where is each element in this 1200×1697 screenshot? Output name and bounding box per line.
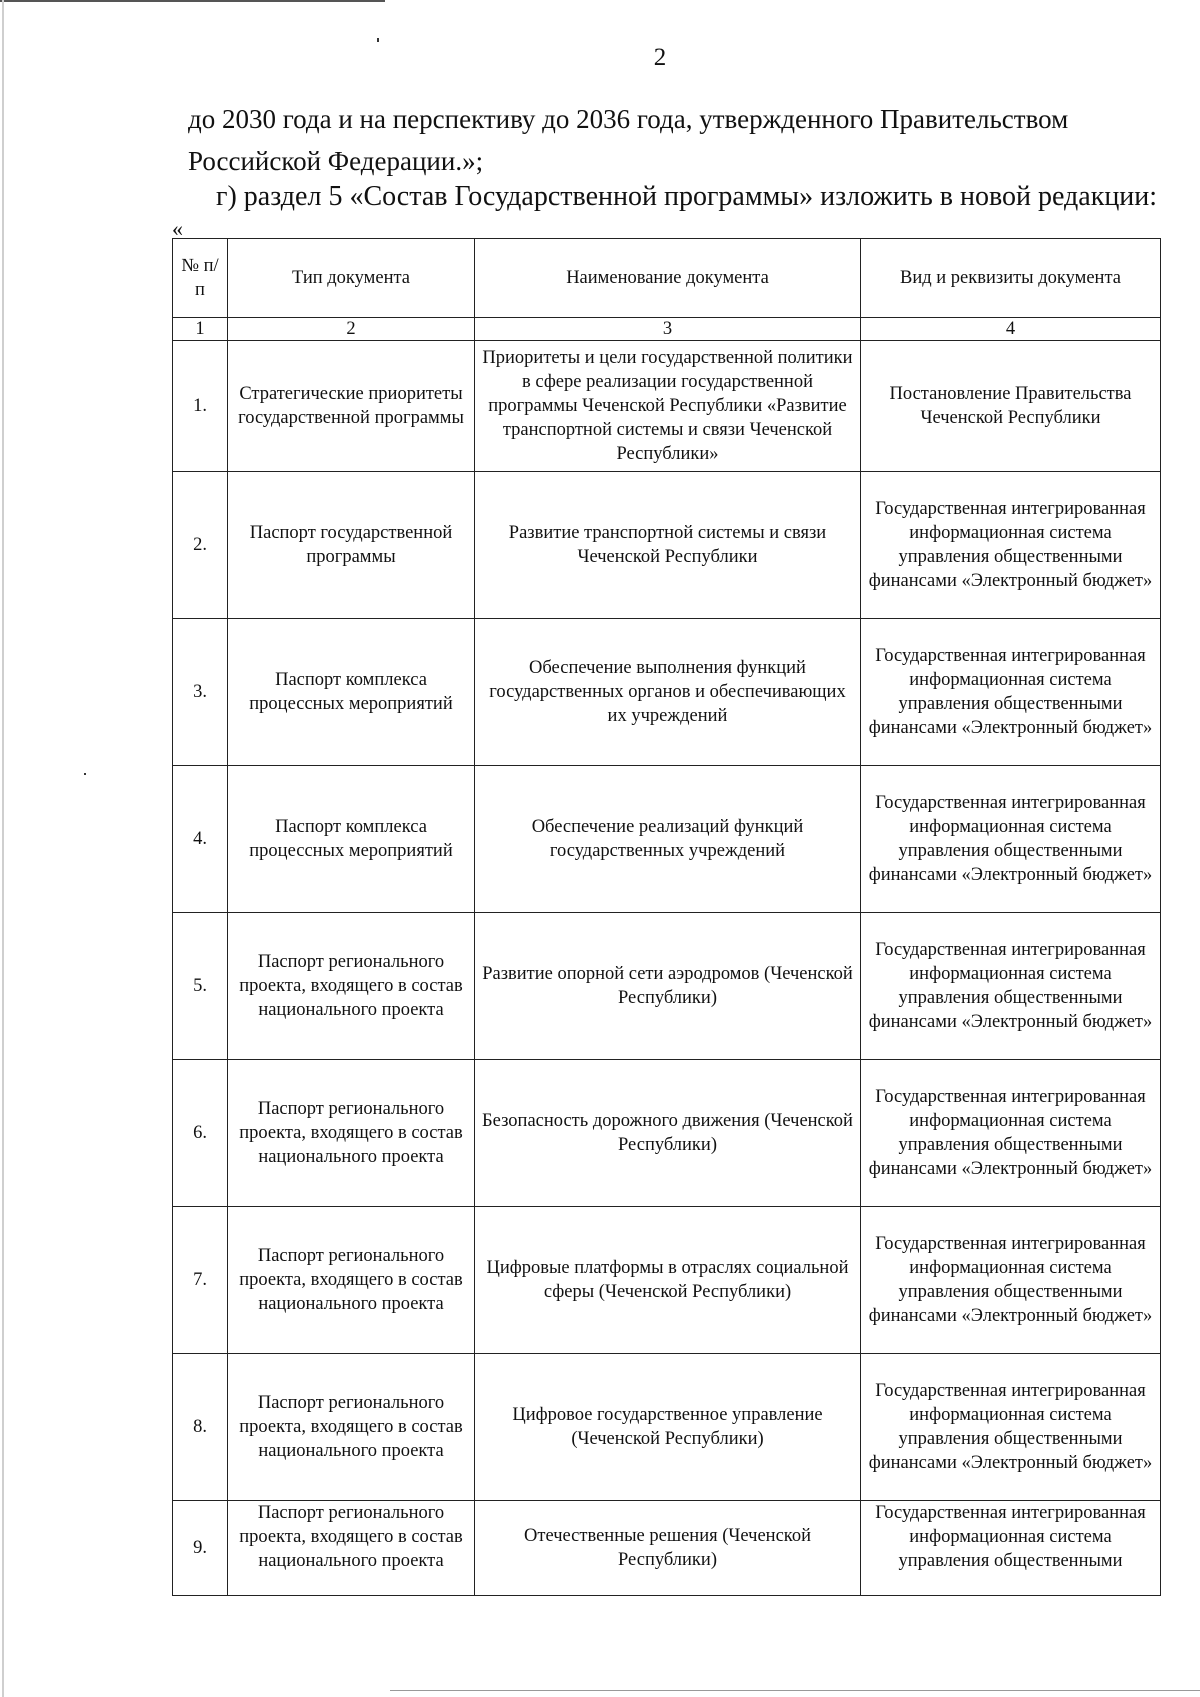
column-number: 2 xyxy=(228,318,475,341)
row-details: Государственная интегрированная информационная система управления общественными финансами «Электронный бюджет» xyxy=(861,766,1161,913)
header-type: Тип документа xyxy=(228,239,475,318)
table-header-row xyxy=(173,239,1161,318)
row-details: Государственная интегрированная информационная система управления общественными финансами «Электронный бюджет» xyxy=(861,619,1161,766)
row-type: Паспорт государственной программы xyxy=(228,472,475,619)
row-name: Приоритеты и цели государственной политики в сфере реализации государственной программы Чеченской Республики «Развитие транспортной системы и связи Чеченской Республики» xyxy=(475,341,861,472)
row-num: 5. xyxy=(173,913,228,1060)
table-row xyxy=(173,341,1161,472)
row-num: 7. xyxy=(173,1207,228,1354)
row-details: Государственная интегрированная информационная система управления общественными финансами «Электронный бюджет» xyxy=(861,1354,1161,1501)
row-type: Паспорт регионального проекта, входящего в состав национального проекта xyxy=(228,913,475,1060)
scan-speck xyxy=(84,773,86,775)
table-row xyxy=(173,913,1161,1060)
column-number: 4 xyxy=(861,318,1161,341)
row-details: Государственная интегрированная информационная система управления общественными финансами «Электронный бюджет» xyxy=(861,472,1161,619)
row-name: Безопасность дорожного движения (Чеченской Республики) xyxy=(475,1060,861,1207)
row-details: Постановление Правительства Чеченской Республики xyxy=(861,341,1161,472)
row-num: 6. xyxy=(173,1060,228,1207)
row-name: Развитие опорной сети аэродромов (Чеченской Республики) xyxy=(475,913,861,1060)
row-name: Обеспечение выполнения функций государственных органов и обеспечивающих их учреждений xyxy=(475,619,861,766)
row-name: Отечественные решения (Чеченской Республики) xyxy=(475,1501,861,1596)
row-num: 2. xyxy=(173,472,228,619)
row-name: Цифровые платформы в отраслях социальной сферы (Чеченской Республики) xyxy=(475,1207,861,1354)
table-row xyxy=(173,472,1161,619)
table-row xyxy=(173,1207,1161,1354)
table-row xyxy=(173,1501,1161,1596)
header-details: Вид и реквизиты документа xyxy=(861,239,1161,318)
paragraph-line-1: до 2030 года и на перспективу до 2036 года, утвержденного Правительством xyxy=(188,104,1069,134)
program-composition-table xyxy=(172,238,1161,1596)
row-details: Государственная интегрированная информационная система управления общественными финансами «Электронный бюджет» xyxy=(861,1207,1161,1354)
row-type: Паспорт регионального проекта, входящего в состав национального проекта xyxy=(228,1207,475,1354)
page-number: 2 xyxy=(653,44,667,71)
row-num: 8. xyxy=(173,1354,228,1501)
row-type: Паспорт регионального проекта, входящего в состав национального проекта xyxy=(228,1501,475,1596)
paragraph-line-2: Российской Федерации.»; xyxy=(188,146,484,176)
column-number: 3 xyxy=(475,318,861,341)
row-type: Паспорт регионального проекта, входящего в состав национального проекта xyxy=(228,1354,475,1501)
row-type: Стратегические приоритеты государственной программы xyxy=(228,341,475,472)
opening-quote-mark: « xyxy=(172,216,183,241)
table-row xyxy=(173,766,1161,913)
row-details: Государственная интегрированная информационная система управления общественными xyxy=(861,1501,1161,1596)
header-name: Наименование документа xyxy=(475,239,861,318)
column-number-row xyxy=(173,318,1161,341)
row-type: Паспорт регионального проекта, входящего в состав национального проекта xyxy=(228,1060,475,1207)
scan-edge-left xyxy=(2,0,4,1697)
row-num: 9. xyxy=(173,1501,228,1596)
row-type: Паспорт комплекса процессных мероприятий xyxy=(228,619,475,766)
table-row xyxy=(173,1060,1161,1207)
row-details: Государственная интегрированная информационная система управления общественными финансами «Электронный бюджет» xyxy=(861,1060,1161,1207)
scan-edge-bottom xyxy=(390,1690,1200,1691)
paragraph-line-3: г) раздел 5 «Состав Государственной программы» изложить в новой редакции: xyxy=(216,181,1158,212)
table-row xyxy=(173,619,1161,766)
row-type: Паспорт комплекса процессных мероприятий xyxy=(228,766,475,913)
row-num: 3. xyxy=(173,619,228,766)
scan-speck xyxy=(377,38,379,42)
row-num: 1. xyxy=(173,341,228,472)
table-row xyxy=(173,1354,1161,1501)
scan-edge-top xyxy=(0,0,385,2)
row-num: 4. xyxy=(173,766,228,913)
column-number: 1 xyxy=(173,318,228,341)
row-name: Цифровое государственное управление (Чеченской Республики) xyxy=(475,1354,861,1501)
row-details: Государственная интегрированная информационная система управления общественными финансами «Электронный бюджет» xyxy=(861,913,1161,1060)
header-num: № п/п xyxy=(173,239,228,318)
row-name: Развитие транспортной системы и связи Чеченской Республики xyxy=(475,472,861,619)
row-name: Обеспечение реализаций функций государственных учреждений xyxy=(475,766,861,913)
